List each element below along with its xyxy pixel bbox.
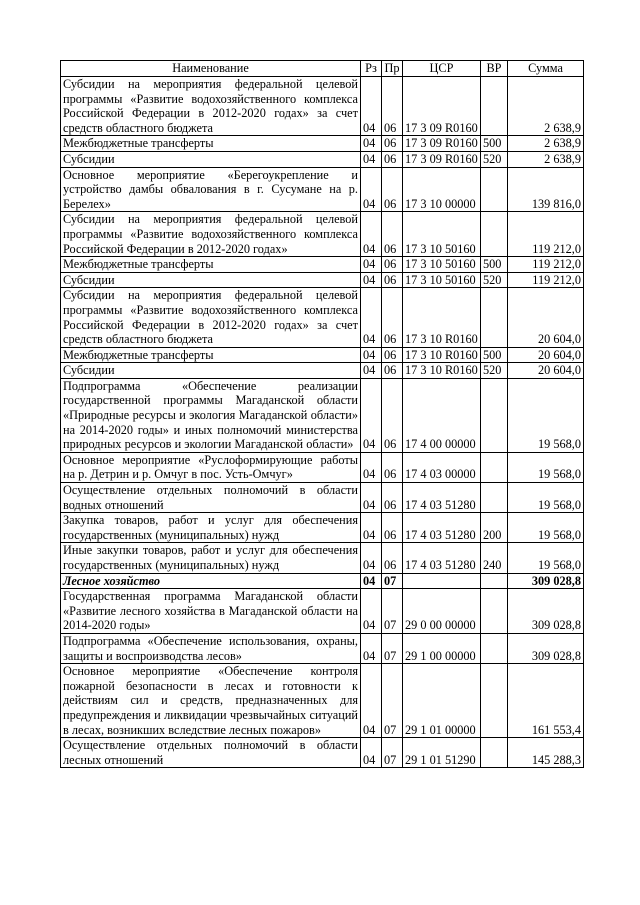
cell-sum: 119 212,0 <box>508 212 584 257</box>
cell-pr: 06 <box>382 363 403 379</box>
cell-sum: 309 028,8 <box>508 573 584 589</box>
header-rz: Рз <box>361 61 382 77</box>
table-row <box>61 573 584 589</box>
table-row <box>61 452 584 482</box>
cell-csr: 29 1 01 51290 <box>403 738 481 768</box>
cell-pr: 06 <box>382 167 403 212</box>
cell-pr: 06 <box>382 543 403 573</box>
cell-name: Межбюджетные трансферты <box>61 257 361 273</box>
table-row <box>61 378 584 452</box>
cell-sum: 20 604,0 <box>508 363 584 379</box>
table-row <box>61 257 584 273</box>
cell-rz: 04 <box>361 257 382 273</box>
cell-pr: 07 <box>382 633 403 663</box>
cell-rz: 04 <box>361 543 382 573</box>
cell-sum: 309 028,8 <box>508 633 584 663</box>
cell-vr <box>481 738 508 768</box>
cell-sum: 19 568,0 <box>508 543 584 573</box>
cell-vr <box>481 633 508 663</box>
cell-rz: 04 <box>361 378 382 452</box>
cell-rz: 04 <box>361 77 382 136</box>
cell-csr: 17 3 10 00000 <box>403 167 481 212</box>
cell-pr: 06 <box>382 136 403 152</box>
cell-rz: 04 <box>361 272 382 288</box>
cell-name: Подпрограмма «Обеспечение реализации государственной программы Магаданской области «Природные ресурсы и экология Магаданской области» на 2014-2020 годы» и иных полномочий министерства природных ресурсов и экологии Магаданской области» <box>61 378 361 452</box>
cell-vr <box>481 212 508 257</box>
cell-sum: 19 568,0 <box>508 378 584 452</box>
cell-pr: 06 <box>382 257 403 273</box>
cell-vr <box>481 77 508 136</box>
cell-rz: 04 <box>361 363 382 379</box>
cell-vr: 240 <box>481 543 508 573</box>
header-sum: Сумма <box>508 61 584 77</box>
cell-csr: 17 4 03 00000 <box>403 452 481 482</box>
cell-rz: 04 <box>361 136 382 152</box>
cell-sum: 119 212,0 <box>508 272 584 288</box>
cell-pr: 06 <box>382 288 403 347</box>
header-vr: ВР <box>481 61 508 77</box>
cell-sum: 139 816,0 <box>508 167 584 212</box>
cell-vr: 500 <box>481 347 508 363</box>
table-row <box>61 633 584 663</box>
cell-name: Субсидии на мероприятия федеральной целевой программы «Развитие водохозяйственного комплекса Российской Федерации в 2012-2020 годах» за счет средств областного бюджета <box>61 77 361 136</box>
cell-name: Осуществление отдельных полномочий в области водных отношений <box>61 483 361 513</box>
cell-sum: 19 568,0 <box>508 513 584 543</box>
cell-name: Осуществление отдельных полномочий в области лесных отношений <box>61 738 361 768</box>
table-row <box>61 167 584 212</box>
cell-csr: 17 3 09 R0160 <box>403 151 481 167</box>
cell-rz: 04 <box>361 513 382 543</box>
cell-sum: 19 568,0 <box>508 483 584 513</box>
cell-vr <box>481 167 508 212</box>
cell-pr: 06 <box>382 151 403 167</box>
table-row <box>61 738 584 768</box>
cell-csr: 17 3 09 R0160 <box>403 136 481 152</box>
header-csr: ЦСР <box>403 61 481 77</box>
table-row <box>61 543 584 573</box>
cell-csr: 17 4 00 00000 <box>403 378 481 452</box>
cell-vr <box>481 664 508 738</box>
cell-csr: 17 4 03 51280 <box>403 513 481 543</box>
cell-name: Субсидии <box>61 363 361 379</box>
cell-sum: 309 028,8 <box>508 589 584 634</box>
cell-name: Субсидии на мероприятия федеральной целевой программы «Развитие водохозяйственного комплекса Российской Федерации в 2012-2020 годах» за счет средств областного бюджета <box>61 288 361 347</box>
cell-vr: 200 <box>481 513 508 543</box>
table-row <box>61 136 584 152</box>
cell-vr: 520 <box>481 151 508 167</box>
cell-name: Подпрограмма «Обеспечение использования, охраны, защиты и воспроизводства лесов» <box>61 633 361 663</box>
cell-rz: 04 <box>361 633 382 663</box>
cell-csr: 17 3 09 R0160 <box>403 77 481 136</box>
cell-name: Иные закупки товаров, работ и услуг для обеспечения государственных (муниципальных) нужд <box>61 543 361 573</box>
cell-vr <box>481 589 508 634</box>
table-row <box>61 288 584 347</box>
cell-name: Субсидии на мероприятия федеральной целевой программы «Развитие водохозяйственного комплекса Российской Федерации в 2012-2020 годах» <box>61 212 361 257</box>
cell-rz: 04 <box>361 347 382 363</box>
cell-vr <box>481 288 508 347</box>
cell-csr: 17 3 10 50160 <box>403 257 481 273</box>
cell-rz: 04 <box>361 664 382 738</box>
cell-sum: 20 604,0 <box>508 347 584 363</box>
cell-name: Лесное хозяйство <box>61 573 361 589</box>
cell-name: Межбюджетные трансферты <box>61 136 361 152</box>
cell-sum: 161 553,4 <box>508 664 584 738</box>
cell-rz: 04 <box>361 212 382 257</box>
cell-rz: 04 <box>361 589 382 634</box>
cell-vr <box>481 483 508 513</box>
cell-csr <box>403 573 481 589</box>
cell-csr: 17 3 10 50160 <box>403 212 481 257</box>
cell-pr: 06 <box>382 452 403 482</box>
table-row <box>61 212 584 257</box>
budget-table <box>60 60 584 768</box>
cell-pr: 06 <box>382 347 403 363</box>
cell-csr: 17 3 10 50160 <box>403 272 481 288</box>
table-row <box>61 363 584 379</box>
table-row <box>61 151 584 167</box>
cell-name: Основное мероприятие «Обеспечение контроля пожарной безопасности в лесах и готовности к действиям сил и средств, предназначенных для предупреждения и ликвидации чрезвычайных ситуаций в лесах, возникших вследствие лесных пожаров» <box>61 664 361 738</box>
cell-csr: 17 4 03 51280 <box>403 543 481 573</box>
cell-rz: 04 <box>361 452 382 482</box>
table-row <box>61 513 584 543</box>
cell-csr: 17 3 10 R0160 <box>403 363 481 379</box>
cell-name: Субсидии <box>61 272 361 288</box>
cell-rz: 04 <box>361 151 382 167</box>
cell-csr: 17 3 10 R0160 <box>403 347 481 363</box>
cell-sum: 2 638,9 <box>508 151 584 167</box>
cell-vr: 520 <box>481 272 508 288</box>
cell-name: Закупка товаров, работ и услуг для обеспечения государственных (муниципальных) нужд <box>61 513 361 543</box>
cell-vr: 500 <box>481 257 508 273</box>
cell-name: Основное мероприятие «Берегоукрепление и устройство дамбы обвалования в г. Сусумане на р. Берелех» <box>61 167 361 212</box>
table-row <box>61 589 584 634</box>
table-row <box>61 77 584 136</box>
cell-pr: 07 <box>382 738 403 768</box>
cell-pr: 06 <box>382 77 403 136</box>
cell-csr: 29 0 00 00000 <box>403 589 481 634</box>
cell-rz: 04 <box>361 483 382 513</box>
table-row <box>61 483 584 513</box>
cell-pr: 06 <box>382 212 403 257</box>
cell-name: Субсидии <box>61 151 361 167</box>
cell-name: Основное мероприятие «Руслоформирующие работы на р. Детрин и р. Омчуг в пос. Усть-Омчуг» <box>61 452 361 482</box>
cell-vr <box>481 452 508 482</box>
cell-rz: 04 <box>361 573 382 589</box>
cell-sum: 145 288,3 <box>508 738 584 768</box>
cell-sum: 19 568,0 <box>508 452 584 482</box>
cell-rz: 04 <box>361 738 382 768</box>
cell-csr: 17 3 10 R0160 <box>403 288 481 347</box>
cell-rz: 04 <box>361 167 382 212</box>
cell-vr: 500 <box>481 136 508 152</box>
cell-csr: 29 1 01 00000 <box>403 664 481 738</box>
cell-sum: 119 212,0 <box>508 257 584 273</box>
cell-pr: 06 <box>382 378 403 452</box>
cell-vr: 520 <box>481 363 508 379</box>
cell-name: Межбюджетные трансферты <box>61 347 361 363</box>
cell-sum: 2 638,9 <box>508 77 584 136</box>
cell-pr: 06 <box>382 483 403 513</box>
cell-pr: 06 <box>382 513 403 543</box>
cell-vr <box>481 378 508 452</box>
cell-csr: 29 1 00 00000 <box>403 633 481 663</box>
cell-pr: 06 <box>382 272 403 288</box>
cell-pr: 07 <box>382 664 403 738</box>
table-header-row <box>61 61 584 77</box>
table-row <box>61 664 584 738</box>
cell-csr: 17 4 03 51280 <box>403 483 481 513</box>
table-row <box>61 272 584 288</box>
cell-pr: 07 <box>382 573 403 589</box>
cell-name: Государственная программа Магаданской области «Развитие лесного хозяйства в Магаданской области на 2014-2020 годы» <box>61 589 361 634</box>
cell-sum: 20 604,0 <box>508 288 584 347</box>
table-row <box>61 347 584 363</box>
header-name: Наименование <box>61 61 361 77</box>
cell-vr <box>481 573 508 589</box>
table-body <box>61 77 584 768</box>
cell-pr: 07 <box>382 589 403 634</box>
cell-rz: 04 <box>361 288 382 347</box>
header-pr: Пр <box>382 61 403 77</box>
cell-sum: 2 638,9 <box>508 136 584 152</box>
